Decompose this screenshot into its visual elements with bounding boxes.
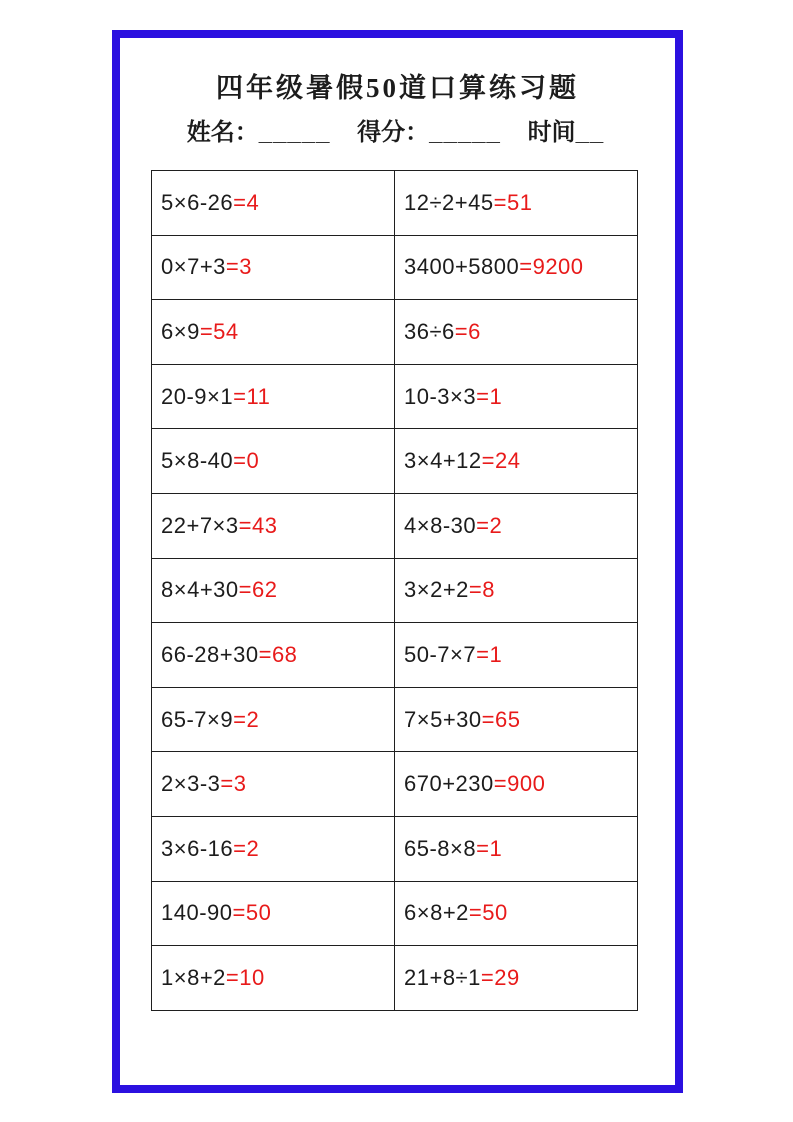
problem-expression: 1×8+2	[161, 964, 226, 990]
problem-expression: 4×8-30	[404, 512, 477, 538]
problem-cell	[152, 881, 395, 946]
time-label: 时间	[527, 119, 576, 146]
table-row	[152, 946, 638, 1011]
problem-answer: =43	[238, 512, 278, 538]
problem-answer: =54	[199, 318, 239, 344]
problem-expression: 3×6-16	[161, 835, 234, 861]
problem-answer: =62	[238, 577, 278, 603]
table-row	[152, 816, 638, 881]
problem-expression: 65-7×9	[161, 706, 234, 732]
table-row	[152, 300, 638, 365]
table-row	[152, 623, 638, 688]
name-label: 姓名：	[186, 119, 259, 146]
score-label: 得分：	[357, 119, 430, 146]
problem-answer: =24	[481, 448, 521, 474]
problem-answer: =6	[454, 318, 481, 344]
score-blank: _____	[429, 119, 501, 146]
page-title: 四年级暑假50道口算练习题	[216, 73, 579, 103]
problem-expression: 50-7×7	[404, 641, 477, 667]
problem-expression: 5×6-26	[161, 189, 234, 215]
problem-cell	[152, 171, 395, 236]
problem-cell	[152, 558, 395, 623]
problem-cell	[395, 946, 638, 1011]
problem-expression: 12÷2+45	[404, 189, 494, 215]
problem-expression: 20-9×1	[161, 383, 234, 409]
table-row	[152, 687, 638, 752]
table-row	[152, 558, 638, 623]
problem-answer: =1	[476, 383, 503, 409]
problem-cell	[395, 364, 638, 429]
problem-cell	[395, 816, 638, 881]
problem-answer: =3	[225, 254, 252, 280]
problem-cell	[152, 493, 395, 558]
problem-cell	[152, 364, 395, 429]
problem-expression: 670+230	[404, 771, 494, 797]
problem-cell	[152, 429, 395, 494]
problem-cell	[395, 687, 638, 752]
table-row	[152, 429, 638, 494]
problem-expression: 36÷6	[404, 318, 455, 344]
problem-answer: =51	[493, 189, 533, 215]
problem-answer: =11	[233, 383, 271, 409]
problem-answer: =0	[233, 448, 260, 474]
table-row	[152, 364, 638, 429]
problem-expression: 7×5+30	[404, 706, 482, 732]
problem-cell	[395, 493, 638, 558]
meta-line	[120, 112, 675, 147]
problem-answer: =8	[468, 577, 495, 603]
problem-cell	[152, 235, 395, 300]
problem-expression: 3400+5800	[404, 254, 520, 280]
problem-cell	[152, 687, 395, 752]
problem-answer: =10	[225, 964, 265, 990]
problem-answer: =50	[232, 900, 272, 926]
problem-answer: =4	[233, 189, 260, 215]
problem-cell	[395, 752, 638, 817]
problem-cell	[152, 816, 395, 881]
problem-answer: =65	[481, 706, 521, 732]
problem-cell	[395, 235, 638, 300]
problem-answer: =900	[493, 771, 546, 797]
problem-answer: =68	[258, 641, 298, 667]
problem-expression: 66-28+30	[161, 641, 259, 667]
table-row	[152, 881, 638, 946]
problem-expression: 2×3-3	[161, 771, 221, 797]
problem-answer: =2	[233, 706, 260, 732]
problem-cell	[395, 300, 638, 365]
problem-expression: 21+8÷1	[404, 964, 481, 990]
problem-answer: =29	[480, 964, 520, 990]
name-blank: _____	[258, 119, 331, 146]
problem-answer: =3	[220, 771, 247, 797]
worksheet-page	[112, 30, 683, 1093]
problem-cell	[152, 623, 395, 688]
problem-expression: 3×4+12	[404, 448, 482, 474]
problem-cell	[395, 558, 638, 623]
problem-cell	[395, 429, 638, 494]
problem-cell	[395, 881, 638, 946]
problem-expression: 8×4+30	[161, 577, 239, 603]
problem-answer: =50	[468, 900, 508, 926]
problem-expression: 3×2+2	[404, 577, 469, 603]
problem-expression: 10-3×3	[404, 383, 477, 409]
problem-expression: 140-90	[161, 900, 233, 926]
problem-answer: =1	[476, 641, 503, 667]
table-row	[152, 171, 638, 236]
table-row	[152, 493, 638, 558]
problem-expression: 22+7×3	[161, 512, 239, 538]
problem-expression: 0×7+3	[161, 254, 226, 280]
problem-answer: =1	[476, 835, 503, 861]
problem-answer: =9200	[519, 254, 584, 280]
problem-expression: 6×8+2	[404, 900, 469, 926]
table-row	[152, 752, 638, 817]
time-blank: __	[575, 119, 605, 146]
problem-expression: 6×9	[161, 318, 200, 344]
problem-answer: =2	[233, 835, 260, 861]
problem-cell	[395, 171, 638, 236]
table-row	[152, 235, 638, 300]
problem-cell	[152, 300, 395, 365]
problem-cell	[152, 752, 395, 817]
problem-expression: 5×8-40	[161, 448, 234, 474]
problem-cell	[395, 623, 638, 688]
problem-cell	[152, 946, 395, 1011]
problem-expression: 65-8×8	[404, 835, 477, 861]
problems-table	[151, 170, 638, 1011]
problem-answer: =2	[476, 512, 503, 538]
